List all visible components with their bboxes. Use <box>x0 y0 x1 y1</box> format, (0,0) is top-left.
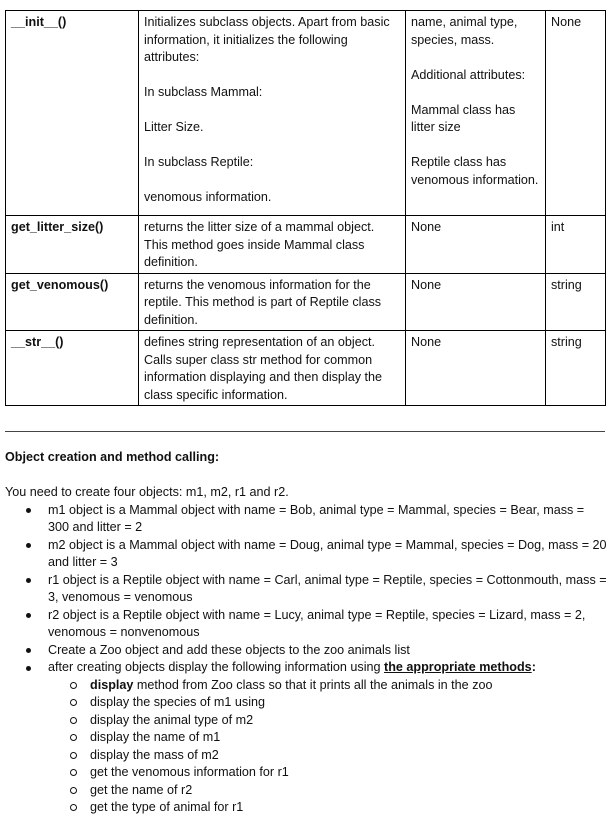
methods-table <box>5 10 606 406</box>
section-intro: You need to create four objects: m1, m2, r1 and r2. <box>5 485 289 499</box>
method-name: __str__() <box>11 335 64 349</box>
method-returns-cell <box>546 216 606 274</box>
sub-list-item: get the venomous information for r1 <box>90 764 607 782</box>
method-name: get_litter_size() <box>11 220 104 234</box>
params-line: Mammal class has litter size <box>411 102 516 134</box>
returns-value: string <box>551 335 582 349</box>
description-text: returns the litter size of a mammal object. This method goes inside Mammal class definition. <box>144 220 375 269</box>
object-list <box>5 502 607 817</box>
sub-list-item: display the mass of m2 <box>90 747 607 765</box>
params-line: Reptile class has venomous information. <box>411 155 539 187</box>
sub-list-item: get the type of animal for r1 <box>90 799 607 817</box>
list-item: m2 object is a Mammal object with name = Doug, animal type = Mammal, species = Dog, mass = 20 and litter = 3 <box>48 537 607 572</box>
description-line: Initializes subclass objects. Apart from basic information, it initializes the following attributes: <box>144 15 390 64</box>
list-item: m1 object is a Mammal object with name = Bob, animal type = Mammal, species = Bear, mass = 300 and litter = 2 <box>48 502 607 537</box>
sub-list-item <box>90 677 607 695</box>
display-steps-list <box>48 677 607 817</box>
method-name-cell <box>6 273 139 331</box>
method-name-cell <box>6 331 139 406</box>
method-returns-cell <box>546 11 606 216</box>
description-line: In subclass Mammal: <box>144 85 263 99</box>
list-item: r1 object is a Reptile object with name = Carl, animal type = Reptile, species = Cottonmouth, mass = 3, venomous = venomous <box>48 572 607 607</box>
method-description-cell <box>139 216 406 274</box>
sub-list-item: get the name of r2 <box>90 782 607 800</box>
description-line: Litter Size. <box>144 120 204 134</box>
description-text: returns the venomous information for the reptile. This method is part of Reptile class definition. <box>144 277 382 327</box>
table-row <box>6 216 606 274</box>
section-divider <box>5 431 605 432</box>
params-text: None <box>411 220 442 234</box>
list-item <box>48 659 607 817</box>
list-item-text: after creating objects display the following information using <box>48 660 385 674</box>
display-keyword: display <box>90 677 134 692</box>
emphasis-text: the appropriate methods <box>384 660 532 674</box>
method-params-cell <box>406 273 546 331</box>
returns-value: string <box>551 277 582 292</box>
description-line: venomous information. <box>144 190 272 204</box>
returns-value: None <box>551 15 582 29</box>
list-item: r2 object is a Reptile object with name = Lucy, animal type = Reptile, species = Lizard, mass = 2, venomous = nonvenomous <box>48 607 607 642</box>
table-row <box>6 273 606 331</box>
method-description-cell <box>139 11 406 216</box>
sub-list-item-text: method from Zoo class so that it prints all the animals in the zoo <box>133 677 493 692</box>
method-returns-cell <box>546 273 606 331</box>
params-line: name, animal type, species, mass. <box>411 15 518 47</box>
returns-value: int <box>551 220 565 234</box>
object-creation-section <box>5 449 607 817</box>
table-row <box>6 11 606 216</box>
method-name-cell <box>6 216 139 274</box>
sub-list-item: display the species of m1 using <box>90 694 607 712</box>
section-heading: Object creation and method calling: <box>5 450 220 464</box>
sub-list-item: display the name of m1 <box>90 729 607 747</box>
description-line: In subclass Reptile: <box>144 155 254 169</box>
list-item: Create a Zoo object and add these objects to the zoo animals list <box>48 642 607 660</box>
method-description-cell <box>139 273 406 331</box>
description-text: defines string representation of an object. Calls super class str method for common information displaying and then display the class specific information. <box>144 335 383 402</box>
params-text: None <box>411 335 442 349</box>
sub-list-item: display the animal type of m2 <box>90 712 607 730</box>
list-item-suffix: : <box>531 660 536 674</box>
method-name: __init__() <box>11 15 67 29</box>
method-returns-cell <box>546 331 606 406</box>
params-line: Additional attributes: <box>411 67 526 82</box>
method-name: get_venomous() <box>11 277 109 292</box>
method-name-cell <box>6 11 139 216</box>
method-params-cell <box>406 11 546 216</box>
table-row <box>6 331 606 406</box>
method-description-cell <box>139 331 406 406</box>
params-text: None <box>411 277 442 292</box>
method-params-cell <box>406 331 546 406</box>
method-params-cell <box>406 216 546 274</box>
